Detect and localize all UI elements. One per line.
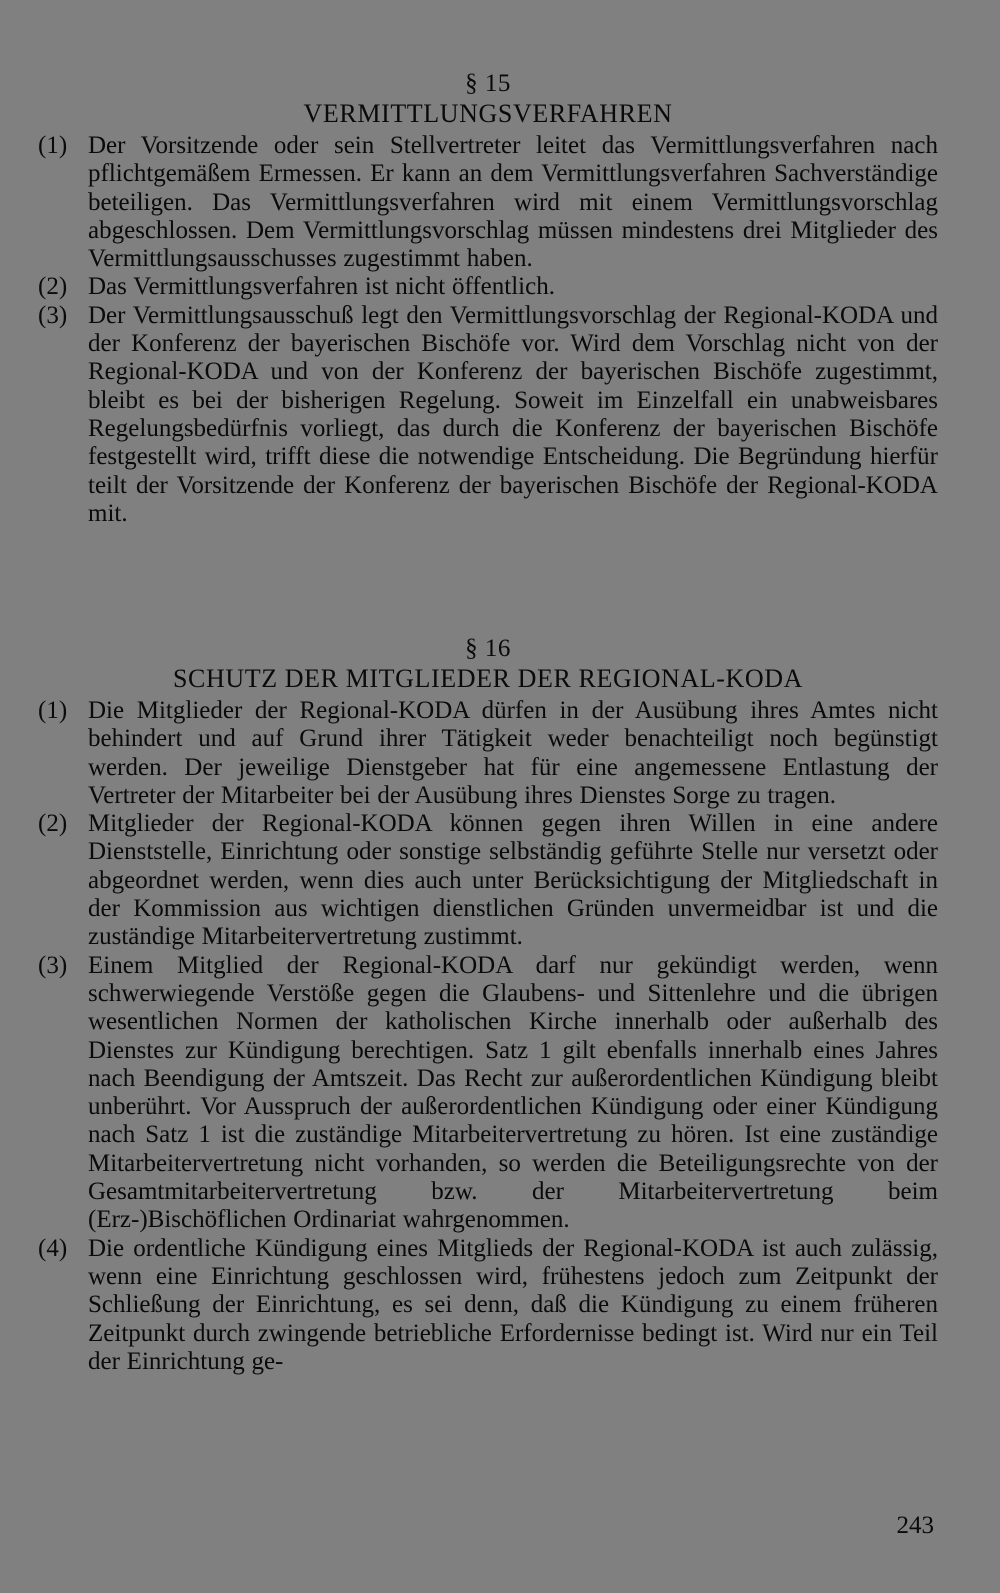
section-15 xyxy=(38,70,938,528)
paragraph xyxy=(38,697,938,810)
paragraph-number: (3) xyxy=(38,951,68,979)
paragraph xyxy=(38,810,938,951)
section-number: § 16 xyxy=(465,635,511,662)
paragraph-number: (2) xyxy=(38,273,68,301)
paragraph-number: (1) xyxy=(38,132,68,159)
paragraph-number: (2) xyxy=(38,810,68,838)
paragraph-text: Mitglieder der Regional-KODA können gegen ihren Willen in eine andere Dienststelle, Einrichtung oder sonstige selbständig geführte Stelle nur versetzt oder abgeordnet werden, wenn dies auch unter Berücksichtigung der Mitgliedschaft in der Kommission aus wichtigen dienstlichen Gründen unvermeidbar ist und die zuständige Mitarbeitervertretung zustimmt. xyxy=(88,810,938,951)
paragraph xyxy=(38,132,938,273)
paragraph xyxy=(38,273,938,301)
paragraph xyxy=(38,302,938,528)
section-16 xyxy=(38,635,938,1376)
paragraph xyxy=(38,1235,938,1376)
paragraph-text: Der Vorsitzende oder sein Stellvertreter leitet das Vermittlungsverfahren nach pflichtgemäßem Ermessen. Er kann an dem Vermittlungsverfahren Sachverständige beteiligen. Das Vermittlungsverfahren wird mit einem Vermittlungsvorschlag abgeschlossen. Dem Vermittlungsvorschlag müssen mindestens drei Mitglieder des Vermittlungsausschusses zugestimmt haben. xyxy=(88,132,938,273)
paragraph-text: Das Vermittlungsverfahren ist nicht öffentlich. xyxy=(88,273,555,301)
paragraph-number: (1) xyxy=(38,697,68,724)
paragraph-number: (4) xyxy=(38,1234,68,1262)
paragraph xyxy=(38,952,938,1235)
section-title: SCHUTZ DER MITGLIEDER DER REGIONAL-KODA xyxy=(172,664,803,693)
page-number: 243 xyxy=(896,1512,934,1539)
paragraph-text: Einem Mitglied der Regional-KODA darf nur gekündigt werden, wenn schwerwiegende Verstöße gegen die Glaubens- und Sittenlehre und die übrigen wesentlichen Normen der katholischen Kirche innerhalb oder außerhalb des Dienstes zur Kündigung berechtigen. Satz 1 gilt ebenfalls innerhalb eines Jahres nach Beendigung der Amtszeit. Das Recht zur außerordentlichen Kündigung bleibt unberührt. Vor Ausspruch der außerordentlichen Kündigung oder einer Kündigung nach Satz 1 ist die zuständige Mitarbeitervertretung zu hören. Ist eine zuständige Mitarbeitervertretung nicht vorhanden, so werden die Beteiligungsrechte von der Gesamtmitarbeitervertretung bzw. der Mitarbeitervertretung beim (Erz-)Bischöflichen Ordinariat wahrgenommen. xyxy=(88,951,938,1234)
paragraph-number: (3) xyxy=(38,301,68,329)
section-number: § 15 xyxy=(465,70,511,97)
paragraph-text: Der Vermittlungsausschuß legt den Vermittlungsvorschlag der Regional-KODA und der Konferenz der bayerischen Bischöfe vor. Wird dem Vorschlag nicht von der Regional-KODA und von der Konferenz der bayerischen Bischöfe zugestimmt, bleibt es bei der bisherigen Regelung. Soweit im Einzelfall ein unabweisbares Regelungsbedürfnis vorliegt, das durch die Konferenz der bayerischen Bischöfe festgestellt wird, trifft diese die notwendige Entscheidung. Die Begründung hierfür teilt der Vorsitzende der Konferenz der bayerischen Bischöfe der Regional-KODA mit. xyxy=(88,301,938,527)
paragraph-text: Die ordentliche Kündigung eines Mitglieds der Regional-KODA ist auch zulässig, wenn eine Einrichtung geschlossen wird, frühestens jedoch zum Zeitpunkt der Schließung der Einrichtung, es sei denn, daß die Kündigung zu einem früheren Zeitpunkt durch zwingende betriebliche Erfordernisse bedingt ist. Wird nur ein Teil der Einrichtung ge- xyxy=(88,1234,938,1375)
section-title: VERMITTLUNGSVERFAHREN xyxy=(303,99,673,128)
paragraph-text: Die Mitglieder der Regional-KODA dürfen in der Ausübung ihres Amtes nicht behindert und auf Grund ihrer Tätigkeit weder benachteiligt noch begünstigt werden. Der jeweilige Dienstgeber hat für eine angemessene Entlastung der Vertreter der Mitarbeiter bei der Ausübung ihres Dienstes Sorge zu tragen. xyxy=(88,697,938,809)
